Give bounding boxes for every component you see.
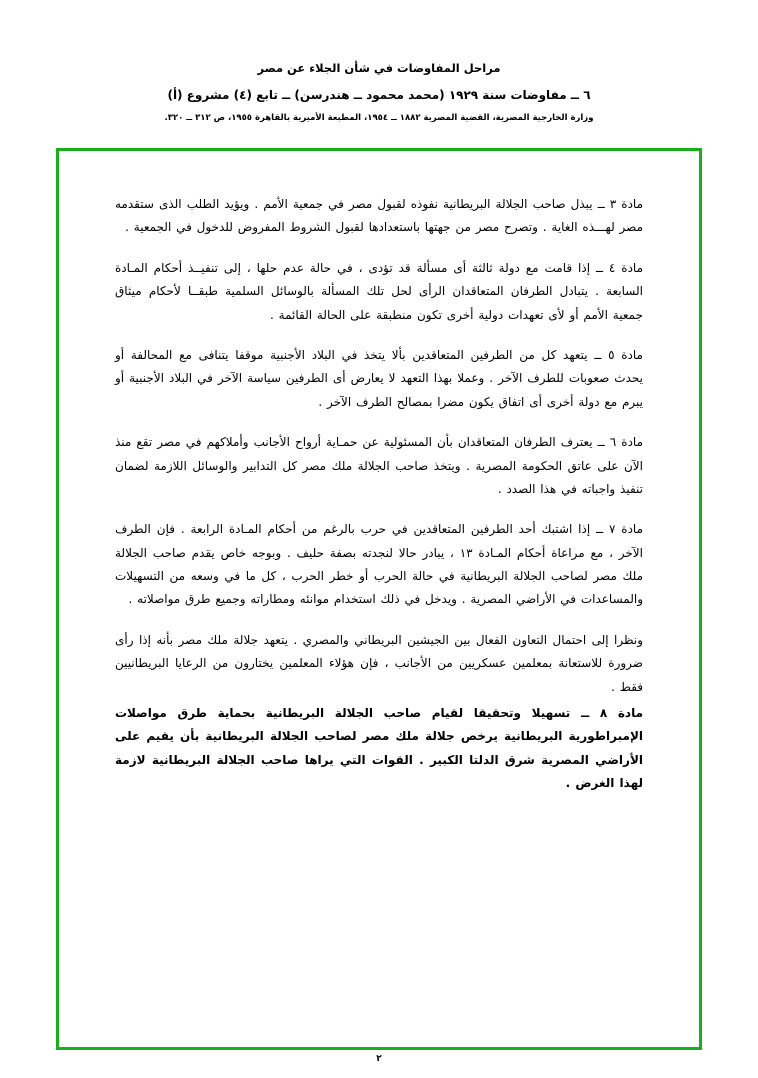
source-citation: وزارة الخارجية المصرية، القضية المصرية ١٨٨٢ ــ ١٩٥٤، المطبعة الأميرية بالقاهرة ١٩٥٥، ص ٣١٢ ــ ٣٢٠. bbox=[164, 113, 594, 124]
page-title: مراحل المفاوضات في شأن الجلاء عن مصر bbox=[257, 61, 501, 75]
paragraph-article-4: مادة ٤ ــ إذا قامت مع دولة ثالثة أى مسألة قد تؤدى ، في حالة عدم حلها ، إلى تنفيــذ أحكام المـادة السابعة . يتبادل الطرفان المتعاقدان الرأى لحل تلك المسألة بالوسائل السلمية طبقــا لأحكام ميثاق جمعية الأمم أو لأى تعهدات دولية أخرى تكون منطبقة على الحالة القائمة . bbox=[115, 260, 644, 322]
document-header bbox=[0, 0, 758, 125]
paragraph-military-instructors: ونظرا إلى احتمال التعاون الفعال بين الجيشين البريطاني والمصري . يتعهد جلالة ملك مصر بأنه إذا رأى ضرورة للاستعانة بمعلمين عسكريين من الأجانب ، فإن هؤلاء المعلمين يختارون من الرعايا البريطانيين فقط . bbox=[115, 632, 643, 694]
paragraph-article-8: مادة ٨ ــ تسهيلا وتحقيقا لقيام صاحب الجلالة البريطانية بحماية طرق مواصلات الإمبراطورية البريطانية يرخص جلالة ملك مصر لصاحب الجلالة البريطانية بأن يقيم على الأراضي المصرية شرق الدلتا الكبير . القوات التي يراها صاحب الجلالة البريطانية لازمة لهذا الغرض . bbox=[115, 706, 644, 791]
document-body bbox=[115, 193, 643, 1027]
paragraph-article-5: مادة ٥ ــ يتعهد كل من الطرفين المتعاقدين بألا يتخذ في البلاد الأجنبية موقفا يتنافى مع المحالفة أو يحدث صعوبات للطرف الآخر . وعملا بهذا التعهد لا يعارض أى الطرفين سياسة الآخر في البلاد الأجنبية أو يبرم مع دولة أخرى أى اتفاق يكون مضرا بمصالح الطرف الآخر . bbox=[115, 347, 643, 409]
green-border-frame bbox=[56, 148, 702, 1050]
paragraph-article-6: مادة ٦ ــ يعترف الطرفان المتعاقدان بأن المسئولية عن حمـاية أرواح الأجانب وأملاكهم في مصر تقع منذ الآن على عاتق الحكومة المصرية . ويتخذ صاحب الجلالة ملك مصر كل التدابير والوسائل اللازمة لضمان تنفيذ واجباته في هذا الصدد . bbox=[115, 435, 643, 496]
paragraph-article-3: مادة ٣ ــ يبذل صاحب الجلالة البريطانية نفوذه لقبول مصر في جمعية الأمم . ويؤيد الطلب الذى ستقدمه مصر لهـــذه الغاية . وتصرح مصر من جهتها باستعدادها لقبول الشروط المفروض للدخول في الجمعية . bbox=[115, 197, 643, 235]
paragraph-article-7: مادة ٧ ــ إذا اشتبك أحد الطرفين المتعاقدين في حرب بالرغم من أحكام المـادة الرابعة . فإن الطرف الآخر ، مع مراعاة أحكام المـادة ١٣ ، يبادر حالا لنجدته بصفة حليف . وبوجه خاص يقدم صاحب الجلالة ملك مصر لصاحب الجلالة البريطانية في حالة الحرب أو خطر الحرب ، كل ما في وسعه من التسهيلات والمساعدات في الأراضي المصرية . ويدخل في ذلك استخدام موانئه ومطاراته وجميع طرق مواصلاته . bbox=[115, 522, 644, 607]
page-number: ٢ bbox=[376, 1054, 382, 1064]
page-subtitle: ٦ ــ مفاوضات سنة ١٩٢٩ (محمد محمود ــ هندرسن) ــ تابع (٤) مشروع (أ) bbox=[167, 88, 591, 103]
